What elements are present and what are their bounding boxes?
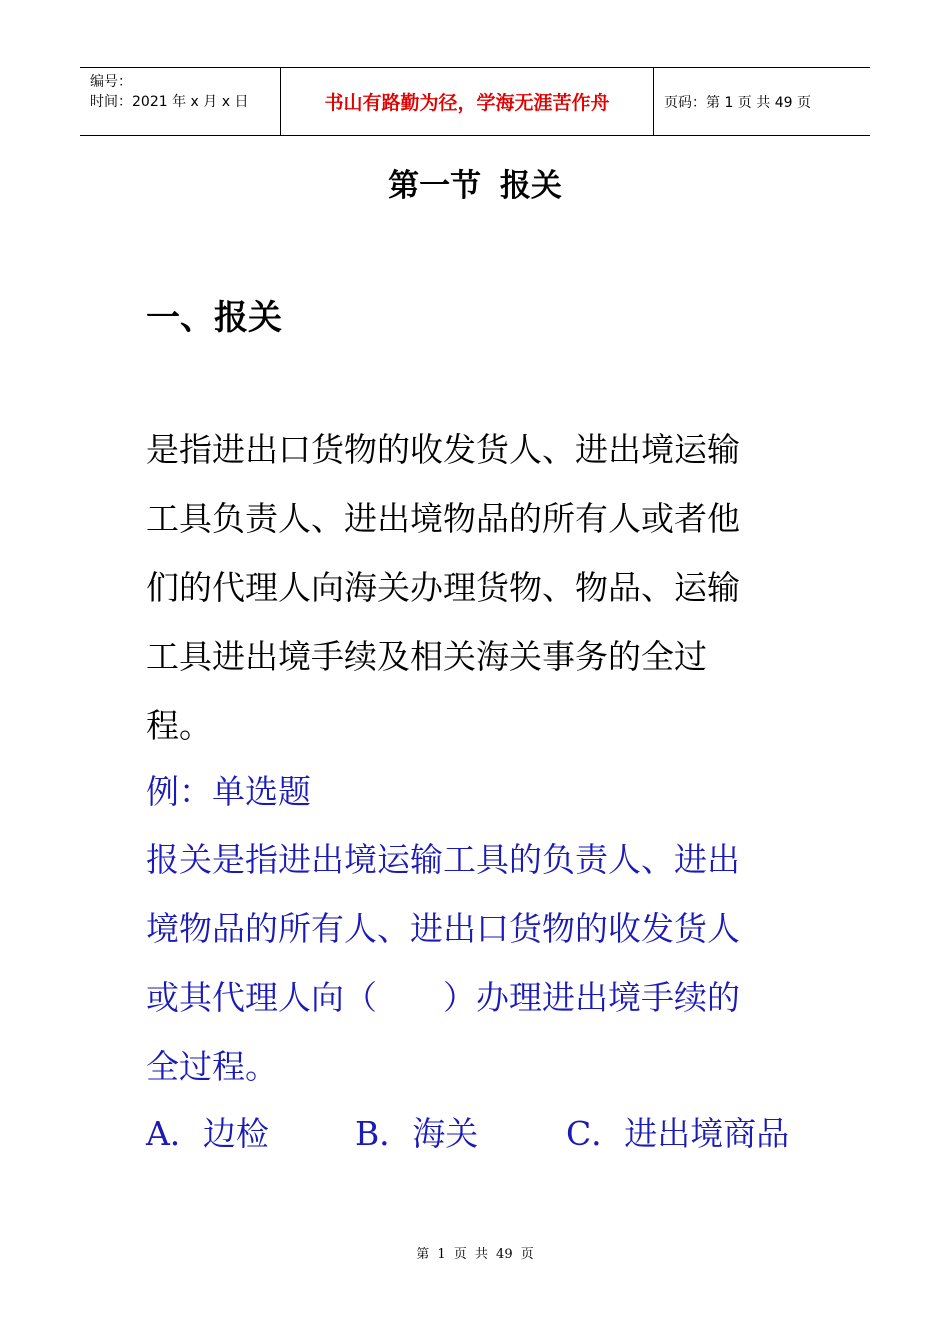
section-heading: 一、报关: [146, 298, 282, 338]
example-label: 例：单选题: [146, 772, 311, 811]
question-line: 或其代理人向（ ）办理进出境手续的: [146, 978, 740, 1017]
header-number-label: 编号：: [90, 74, 132, 90]
page-footer: 第 1 页 共 49 页: [416, 1247, 534, 1262]
question-line: 报关是指进出境运输工具的负责人、进出: [146, 840, 740, 879]
header-motto: 书山有路勤为径，学海无涯苦作舟: [281, 68, 654, 135]
definition-line: 工具进出境手续及相关海关事务的全过: [146, 637, 707, 676]
option-c: C．进出境商品: [566, 1114, 790, 1153]
definition-line: 程。: [146, 706, 212, 745]
question-line: 全过程。: [146, 1047, 278, 1086]
header-time-label: 时间：2021 年 x 月 x 日: [90, 94, 249, 110]
option-b: B．海关: [355, 1114, 479, 1153]
definition-line: 是指进出口货物的收发货人、进出境运输: [146, 430, 740, 469]
option-a: A．边检: [146, 1114, 269, 1153]
header-meta-cell: [80, 68, 281, 135]
document-header: [80, 67, 870, 136]
definition-line: 工具负责人、进出境物品的所有人或者他: [146, 499, 740, 538]
document-title: 第一节 报关: [388, 168, 562, 204]
definition-line: 们的代理人向海关办理货物、物品、运输: [146, 568, 740, 607]
header-page-label: 页码：第 1 页 共 49 页: [664, 94, 811, 111]
question-line: 境物品的所有人、进出口货物的收发货人: [146, 909, 740, 948]
